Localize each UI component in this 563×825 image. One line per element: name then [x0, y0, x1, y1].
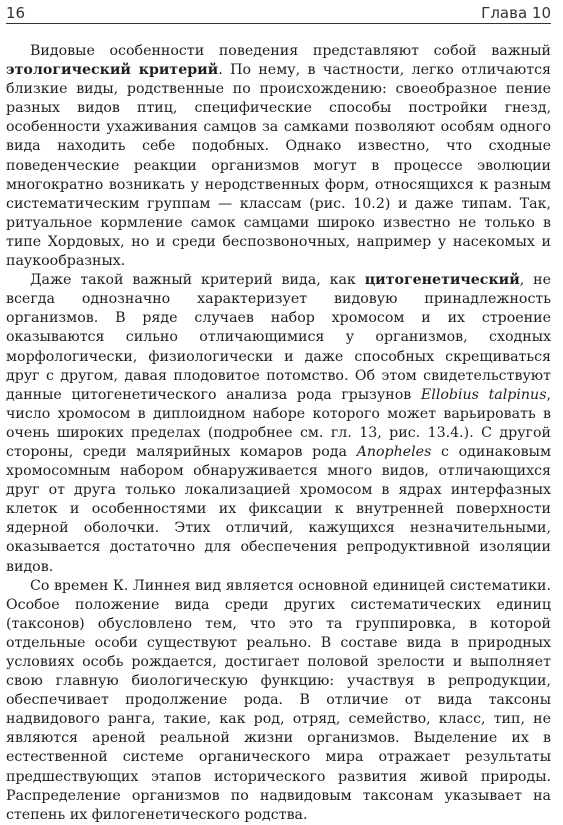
italic-taxon: Anopheles — [356, 443, 432, 460]
text-run: , число хромосом в диплоидном наборе которого может варьировать в очень широких пределах (подробнее см. гл. 13, рис. 13.4.). С другой стороны, среди малярийных комаров рода — [6, 386, 551, 460]
paragraph-cytogenetic — [6, 271, 551, 577]
bold-term: этологический критерий — [6, 62, 219, 79]
text-run: Видовые особенности поведения представляют собой важный — [30, 43, 551, 59]
text-run: с одинаковым хромосомным набором обнаруживается много видов, отличающихся друг от друга только локализацией хромосом в ядрах интерфазных клеток и особенностями их фиксации к внутренней поверхности ядерной оболочки. Этих отличий, кажущихся незначительными, оказывается достаточно для обеспечения репродуктивной изоляции видов. — [6, 443, 551, 575]
italic-taxon: Ellobius talpinus — [420, 386, 547, 403]
page-number: 16 — [6, 4, 26, 22]
running-header — [6, 0, 551, 24]
body-text — [6, 24, 551, 825]
chapter-title: Глава 10 — [481, 4, 551, 22]
paragraph-ethological — [6, 42, 551, 271]
bold-term: цитогенетический — [364, 272, 520, 289]
text-run: Даже такой важный критерий вида, как — [30, 272, 365, 289]
text-run: , не всегда однозначно характеризует видовую принадлежность организмов. В ряде случаев набор хромосом и их строение оказываются сильно отличающимися у организмов, сходных морфологически, физиологически и даже способных скрещиваться друг с другом, давая плодовитое потомство. Об этом свидетельствуют данные цитогенетического анализа рода грызунов — [6, 272, 551, 403]
paragraph-taxonomy — [6, 577, 551, 825]
text-run: Со времен К. Линнея вид является основной единицей систематики. Особое положение вида среди других систематических единиц (таксонов) обусловлено тем, что это та группировка, в которой отдельные особи существуют реально. В составе вида в природных условиях особь рождается, достигает половой зрелости и выполняет свою главную биологическую функцию: участвуя в репродукции, обеспечивает продолжение рода. В отличие от вида таксоны надвидового ранга, такие, как род, отряд, семейство, класс, тип, не являются ареной реальной жизни организмов. Выделение их в естественной системе органического мира отражает результаты предшествующих этапов исторического развития живой природы. Распределение организмов по надвидовым таксонам указывает на степень их филогенетического родства. — [6, 577, 551, 823]
text-run: . По нему, в частности, легко отличаются близкие виды, родственные по происхождению: своеобразное пение разных видов птиц, специфические способы постройки гнезд, особенности ухаживания самцов за самками позволяют особям одного вида находить себе подобных. Однако известно, что сходные поведенческие реакции организмов могут в процессе эволюции многократно возникать у неродственных форм, относящихся к разным систематическим группам — классам (рис. 10.2) и даже типам. Так, ритуальное кормление самок самцами широко известно не только в типе Хордовых, но и среди беспозвоночных, например у насекомых и паукообразных. — [6, 62, 551, 270]
